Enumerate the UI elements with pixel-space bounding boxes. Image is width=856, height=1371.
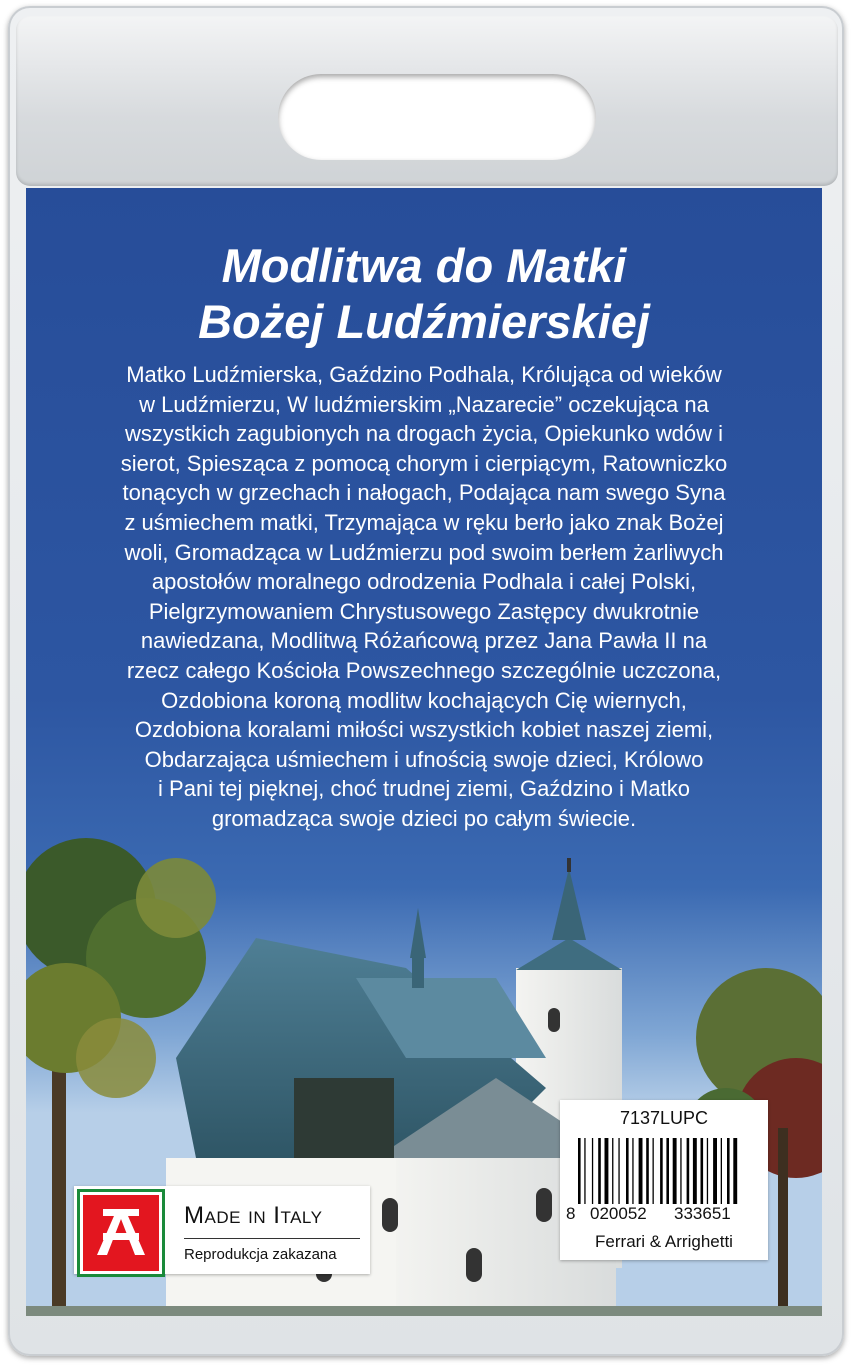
barcode-stripe [592,1138,593,1204]
barcode-stripe [707,1138,708,1204]
barcode-stripe [721,1138,722,1204]
prayer-line: w Ludźmierzu, W ludźmierskim „Nazarecie” oczekująca na [139,391,709,417]
hanger-tab [16,16,838,186]
prayer-line: sierot, Spiesząca z pomocą chorym i cierpiącym, Ratowniczko [120,450,728,476]
barcode-stripe [713,1138,717,1204]
ground [26,1306,822,1316]
barcode-stripe [660,1138,663,1204]
badge-divider [184,1238,360,1239]
prayer-line: Ozdobiona koralami miłości wszystkich kobiet naszej ziemi, [134,717,714,743]
made-in-italy-badge [74,1186,370,1274]
barcode-stripe [632,1138,633,1204]
barcode-stripe [639,1138,643,1204]
prayer-line: i Pani tej pięknej, choć trudnej ziemi, Gaździno i Matko [158,776,690,802]
barcode-stripe [733,1138,737,1204]
barcode-stripe [646,1138,649,1204]
prayer-line: z uśmiechem matki, Trzymająca w ręku berło jako znak Bożej [124,509,724,535]
prayer-line: Ozdobiona koroną modlitw kochających Cię wiernych, [161,687,687,713]
brand-name: Ferrari & Arrighetti [595,1232,733,1251]
barcode-stripe [687,1138,690,1204]
prayer-line: Matko Ludźmierska, Gaździno Podhala, Królująca od wieków [126,362,722,387]
barcode-stripe [727,1138,730,1204]
barcode-stripe [618,1138,619,1204]
barcode-stripe [578,1138,581,1204]
prayer-line: nawiedzana, Modlitwą Różańcową przez Jana Pawła II na [140,628,708,654]
prayer-line: tonących w grzechach i nałogach, Podająca nam swego Syna [122,480,726,506]
title-line-2: Bożej Ludźmierskiej [198,295,650,348]
barcode-stripe [605,1138,609,1204]
made-in-label: Made in Italy [184,1202,323,1229]
barcode-stripe [653,1138,654,1204]
prayer-line: wszystkich zagubionych na drogach życia, Opiekunko wdów i [125,421,723,447]
barcode-stripe [701,1138,704,1204]
barcode-stripe [598,1138,601,1204]
barcode-digit-first: 8 [566,1204,576,1223]
fa-monogram-logo-icon [80,1192,162,1274]
barcode-label [560,1100,768,1260]
barcode-stripe [666,1138,669,1204]
barcode-stripe [626,1138,629,1204]
product-code: 7137LUPC [619,1108,709,1128]
card-title [26,238,822,350]
reproduction-note: Reprodukcja zakazana [184,1246,337,1263]
title-line-1: Modlitwa do Matki [221,239,627,292]
prayer-text [66,360,782,834]
prayer-line: rzecz całego Kościoła Powszechnego szczególnie uczczona, [126,657,722,683]
barcode-stripe [612,1138,613,1204]
barcode-stripe [680,1138,681,1204]
prayer-line: Pielgrzymowaniem Chrystusowego Zastępcy dwukrotnie [148,598,700,624]
prayer-line: apostołów moralnego odrodzenia Podhala i całej Polski, [151,569,697,595]
barcode-stripe [673,1138,677,1204]
barcode-digits-right: 333651 [674,1204,731,1223]
prayer-line: woli, Gromadząca w Ludźmierzu pod swoim berłem żarliwych [124,539,724,565]
barcode-stripe [584,1138,585,1204]
barcode-bars [576,1138,756,1204]
barcode-digits-left: 020052 [590,1204,647,1223]
barcode-stripe [693,1138,697,1204]
prayer-line: gromadząca swoje dzieci po całym świecie. [211,805,637,831]
hang-hole [278,74,596,160]
prayer-line: Obdarzająca uśmiechem i ufnością swoje dzieci, Królowo [144,746,704,772]
